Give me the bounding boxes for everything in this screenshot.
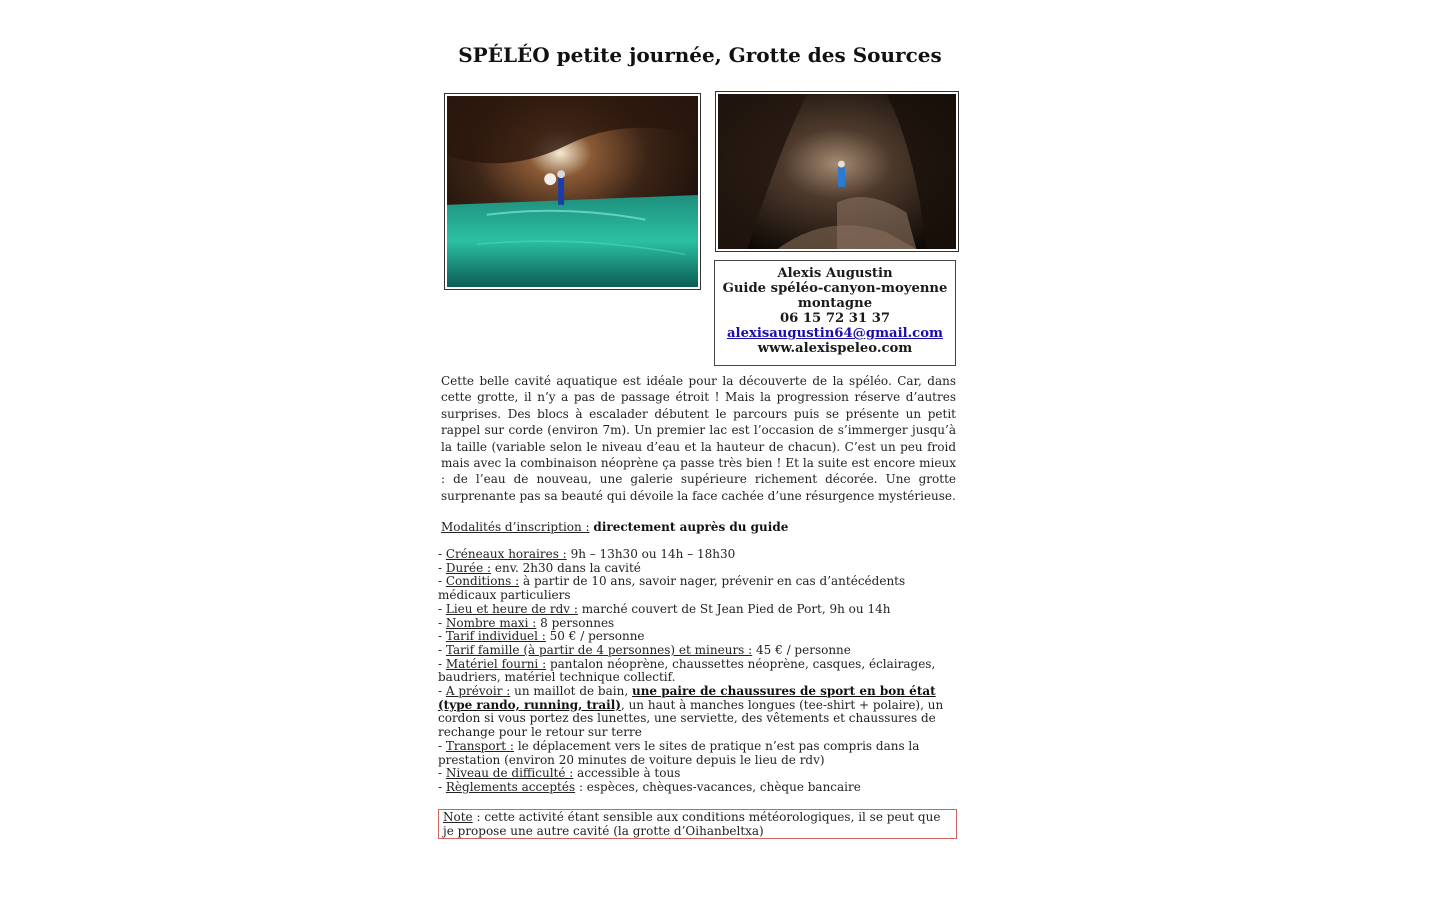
guide-phone: 06 15 72 31 37 — [779, 311, 891, 326]
activity-description: Cette belle cavité aquatique est idéale pour la découverte de la spéléo. Car, dans cette grotte, il n’y a pas de passage étroit ! Mais la progression réserve d’autres surprises. Des blocs à escalader débutent le parcours puis se présente un petit rappel sur corde (environ 7m). Un premier lac est l’occasion de s’immerger jusqu’à la taille (variable selon le niveau d’eau et la hauteur de chacun). C’est un peu froid mais avec la combinaison néoprène ça passe très bien ! Et la suite est encore mieux : de l’eau de nouveau, une galerie supérieure richement décorée. Une grotte surprenante pas sa beauté qui dévoile la face cachée d’une résurgence mystérieuse. — [441, 374, 956, 503]
list-item: - Transport : le déplacement vers le sites de pratique n’est pas compris dans la prestation (environ 20 minutes de voiture depuis le lieu de rdv) — [438, 738, 920, 767]
list-item: - Règlements acceptés : espèces, chèques-vacances, chèque bancaire — [438, 779, 861, 794]
list-item: - Conditions : à partir de 10 ans, savoir nager, prévenir en cas d’antécédents médicaux particuliers — [438, 574, 906, 603]
guide-website: www.alexispeleo.com — [757, 341, 913, 356]
list-item: - A prévoir : un maillot de bain, une paire de chaussures de sport en bon état (type rando, running, trail), un haut à manches longues (tee-shirt + polaire), un cordon si vous portez des lunettes, une serviette, des vêtements et chaussures de rechange pour le retour sur terre — [438, 684, 944, 740]
modalites-label: Modalités d’inscription : — [441, 520, 590, 534]
activity-details-list — [438, 548, 958, 795]
cave-lake-photo — [444, 93, 701, 290]
cave-gallery-image — [718, 94, 956, 249]
list-item: - Niveau de difficulté : accessible à tous — [438, 766, 681, 781]
page-title: SPÉLÉO petite journée, Grotte des Sources — [458, 43, 942, 67]
note-label: Note — [443, 810, 473, 824]
cave-lake-image — [447, 96, 698, 287]
cave-gallery-photo — [715, 91, 959, 252]
guide-contact-box — [714, 260, 956, 366]
list-item: - Durée : env. 2h30 dans la cavité — [438, 560, 641, 575]
guide-role-continued: montagne — [797, 296, 873, 311]
guide-role: Guide spéléo-canyon-moyenne — [722, 281, 948, 296]
modalites-value: directement auprès du guide — [593, 520, 789, 534]
guide-name: Alexis Augustin — [777, 266, 893, 281]
weather-note — [438, 809, 957, 839]
list-item: - Créneaux horaires : 9h – 13h30 ou 14h – 18h30 — [438, 547, 736, 561]
note-text: : cette activité étant sensible aux conditions météorologiques, il se peut que je propose une autre cavité (la grotte d’Oihanbeltxa) — [443, 810, 941, 838]
list-item: - Lieu et heure de rdv : marché couvert de St Jean Pied de Port, 9h ou 14h — [438, 601, 891, 616]
list-item: - Tarif individuel : 50 € / personne — [438, 629, 645, 644]
list-item: - Nombre maxi : 8 personnes — [438, 615, 615, 630]
list-item: - Tarif famille (à partir de 4 personnes) et mineurs : 45 € / personne — [438, 642, 851, 657]
guide-email-link[interactable]: alexisaugustin64@gmail.com — [727, 326, 943, 341]
list-item: - Matériel fourni : pantalon néoprène, chaussettes néoprène, casques, éclairages, baudriers, matériel technique collectif. — [438, 656, 936, 685]
registration-modalities — [441, 520, 788, 534]
